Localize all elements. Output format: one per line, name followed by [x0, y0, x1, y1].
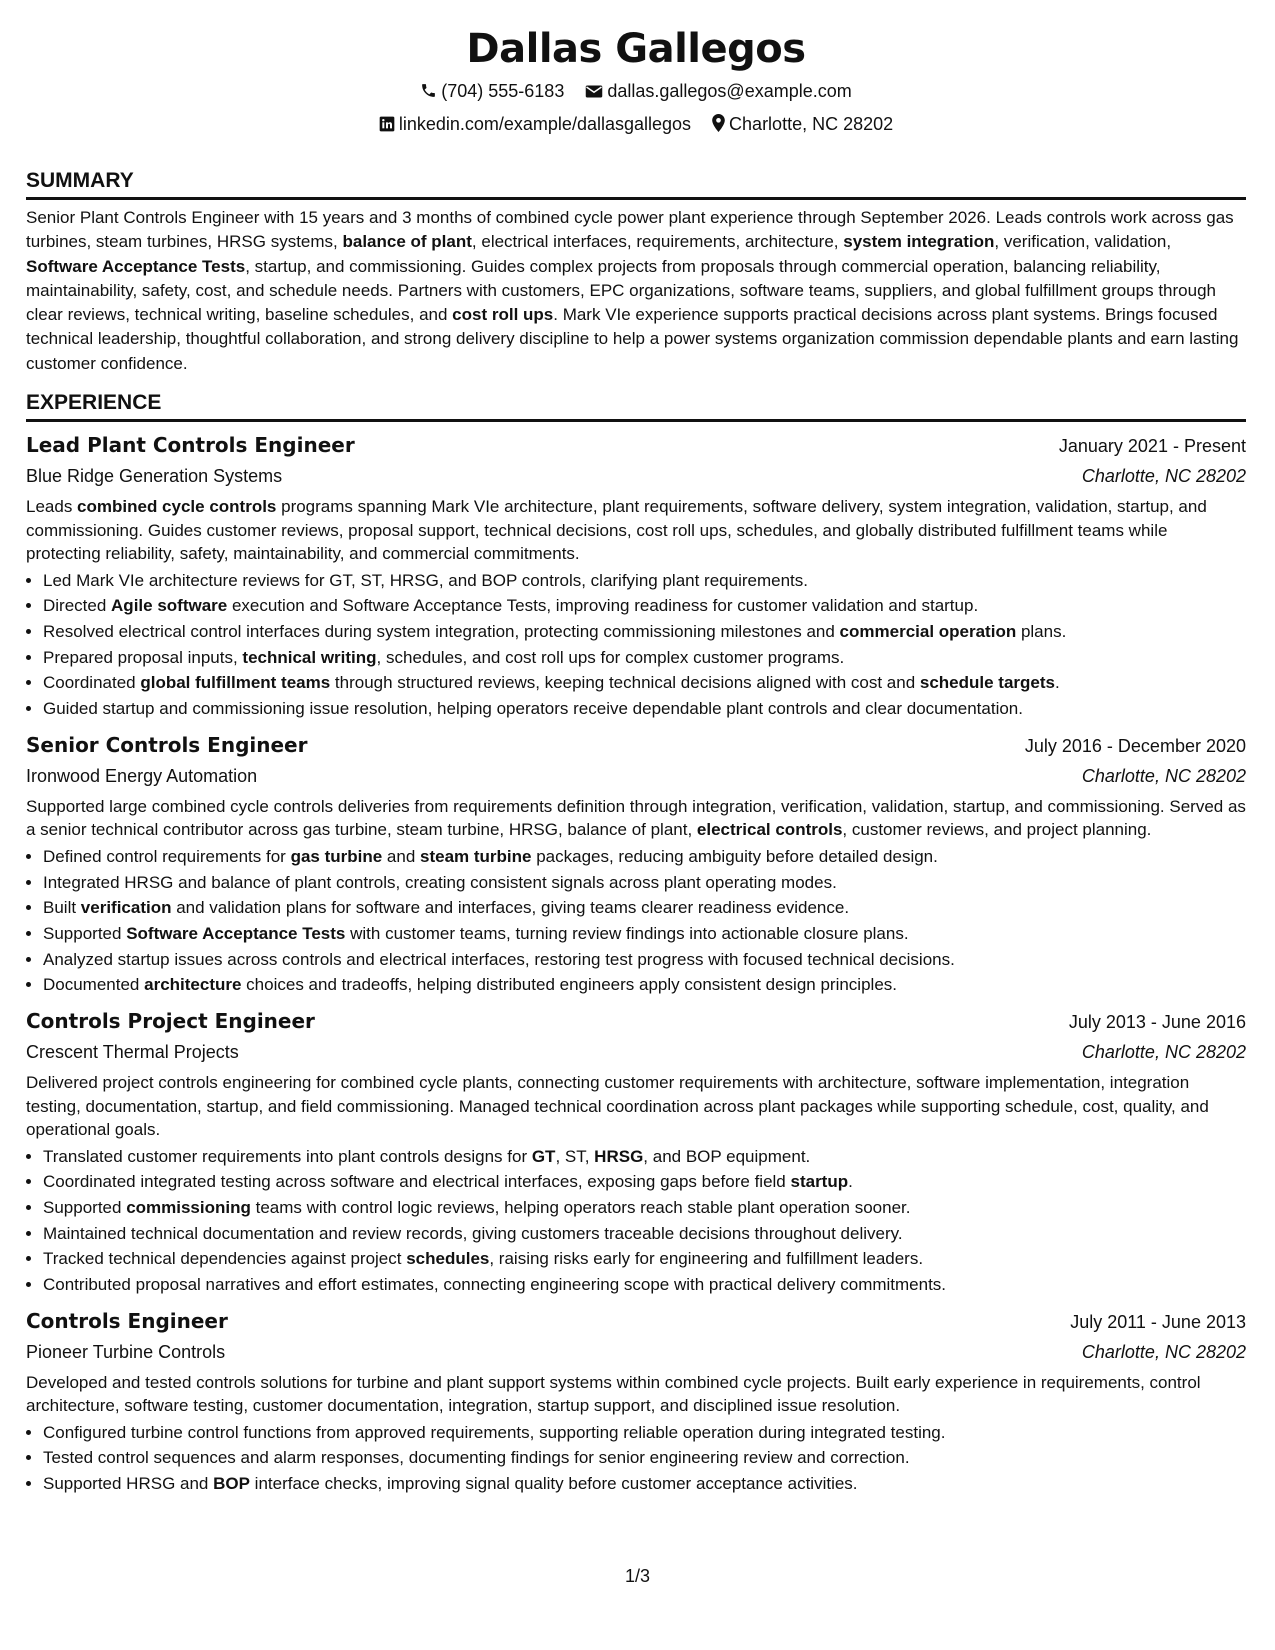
- phone-item: [420, 76, 564, 109]
- job-subheader: [26, 761, 1246, 791]
- summary-heading: SUMMARY: [26, 168, 1246, 200]
- bold-keyword: combined cycle controls: [77, 497, 277, 517]
- bold-keyword: technical writing: [242, 647, 377, 667]
- job-company: Crescent Thermal Projects: [26, 1042, 239, 1063]
- job-header: [26, 730, 1246, 761]
- job-company: Blue Ridge Generation Systems: [26, 466, 283, 487]
- job-bullet: • Analyzed startup issues across controls and electrical interfaces, restoring test progress with focused technical decisions.: [43, 947, 1246, 973]
- bold-keyword: gas turbine: [290, 846, 383, 866]
- location-pin-icon: [712, 111, 725, 142]
- job-summary: Leads combined cycle controls programs spanning Mark VIe architecture, plant requirements, software delivery, system integration, validation, startup, and commissioning. Guides customer reviews, proposal support, technical decisions, cost roll ups, schedules, and globally distributed fulfillment teams while protecting reliability, safety, maintainability, and commercial commitments.: [26, 497, 1207, 564]
- phone-text[interactable]: (704) 555-6183: [441, 81, 565, 101]
- summary-text: Senior Plant Controls Engineer with 15 years and 3 months of combined cycle power plant experience through September 2026. Leads controls work across gas turbines, steam turbines, HRSG systems, balance of plant, electrical interfaces, requirements, architecture, system integration, verification, validation, Software Acceptance Tests, startup, and commissioning. Guides complex projects from proposals through commercial operation, balancing reliability, maintainability, safety, cost, and schedule needs. Partners with customers, EPC organizations, software teams, suppliers, and global fulfillment groups through clear reviews, technical writing, baseline schedules, and cost roll ups. Mark VIe experience supports practical decisions across plant systems. Brings focused technical leadership, thoughtful collaboration, and strong delivery discipline to help a power systems organization commission dependable plants and earn lasting customer confidence.: [26, 208, 1239, 373]
- contact-line-2: [26, 109, 1246, 142]
- job-bullet: • Led Mark VIe architecture reviews for GT, ST, HRSG, and BOP controls, clarifying plant requirements.: [43, 568, 1246, 594]
- job-bullet: • Guided startup and commissioning issue resolution, helping operators receive dependable plant controls and clear documentation.: [43, 696, 1246, 722]
- job-location: Charlotte, NC 28202: [1081, 466, 1246, 487]
- bold-keyword: architecture: [144, 975, 242, 995]
- bold-keyword: Agile software: [111, 596, 228, 616]
- job-subheader: [26, 1337, 1246, 1367]
- bold-keyword: schedules: [406, 1249, 490, 1269]
- linkedin-item: [379, 109, 691, 142]
- bold-keyword: commissioning: [126, 1197, 251, 1217]
- job-bullet: • Integrated HRSG and balance of plant controls, creating consistent signals across plant operating modes.: [43, 870, 1246, 896]
- job-summary: Supported large combined cycle controls deliveries from requirements definition through integration, verification, validation, startup, and commissioning. Served as a senior technical contributor across gas turbine, steam turbine, HRSG, balance of plant, electrical controls, customer reviews, and project planning.: [26, 796, 1246, 840]
- contact-line-1: [26, 76, 1246, 109]
- job-location: Charlotte, NC 28202: [1081, 765, 1246, 786]
- bold-keyword: BOP: [213, 1474, 250, 1494]
- job-bullet: • Documented architecture choices and tradeoffs, helping distributed engineers apply consistent design principles.: [43, 972, 1246, 998]
- job-bullets: [26, 1420, 1246, 1497]
- job-company: Ironwood Energy Automation: [26, 765, 258, 786]
- phone-icon: [420, 78, 437, 109]
- experience-heading: EXPERIENCE: [26, 390, 1246, 422]
- job-subheader: [26, 1037, 1246, 1067]
- job-bullet: • Tracked technical dependencies against project schedules, raising risks early for engineering and fulfillment leaders.: [43, 1246, 1246, 1272]
- job-header: [26, 1306, 1246, 1337]
- email-text[interactable]: dallas.gallegos@example.com: [607, 81, 852, 101]
- email-icon: [585, 78, 603, 109]
- bold-keyword: GT: [531, 1146, 556, 1166]
- job-bullets: [26, 568, 1246, 722]
- job-bullet: • Coordinated integrated testing across software and electrical interfaces, exposing gaps before field startup.: [43, 1169, 1246, 1195]
- candidate-name: Dallas Gallegos: [466, 26, 806, 72]
- job-bullet: • Defined control requirements for gas turbine and steam turbine packages, reducing ambiguity before detailed design.: [43, 844, 1246, 870]
- resume-page: [26, 0, 1246, 1497]
- job-entry: [26, 1306, 1246, 1497]
- experience-section: [26, 390, 1246, 1497]
- job-company: Pioneer Turbine Controls: [26, 1341, 226, 1362]
- bold-keyword: startup: [790, 1172, 849, 1192]
- job-dates: July 2013 - June 2016: [1068, 1012, 1246, 1033]
- job-summary: Delivered project controls engineering for combined cycle plants, connecting customer requirements with architecture, software implementation, integration testing, documentation, startup, and field commissioning. Managed technical coordination across plant packages while supporting schedule, cost, quality, and operational goals.: [26, 1073, 1209, 1140]
- job-summary: Developed and tested controls solutions for turbine and plant support systems within combined cycle projects. Built early experience in requirements, control architecture, software testing, customer documentation, integration, startup support, and disciplined issue resolution.: [26, 1372, 1201, 1416]
- bold-keyword: balance of plant: [342, 232, 472, 252]
- job-title: Controls Engineer: [26, 1308, 228, 1333]
- job-bullet: • Supported Software Acceptance Tests with customer teams, turning review findings into actionable closure plans.: [43, 921, 1246, 947]
- job-entry: [26, 730, 1246, 998]
- job-dates: July 2011 - June 2013: [1070, 1311, 1246, 1332]
- bold-keyword: commercial operation: [839, 621, 1017, 641]
- bold-keyword: Software Acceptance Tests: [126, 923, 346, 943]
- bold-keyword: verification: [80, 898, 172, 918]
- bold-keyword: global fulfillment teams: [140, 673, 331, 693]
- page-number: 1/3: [624, 1566, 651, 1586]
- job-bullet: • Coordinated global fulfillment teams through structured reviews, keeping technical decisions aligned with cost and schedule targets.: [43, 670, 1246, 696]
- linkedin-text[interactable]: linkedin.com/example/dallasgallegos: [398, 114, 692, 134]
- job-bullet: • Prepared proposal inputs, technical writing, schedules, and cost roll ups for complex customer programs.: [43, 645, 1246, 671]
- job-title: Controls Project Engineer: [26, 1009, 315, 1034]
- job-bullet: • Resolved electrical control interfaces during system integration, protecting commissioning milestones and commercial operation plans.: [43, 619, 1246, 645]
- bold-keyword: steam turbine: [420, 846, 532, 866]
- job-bullets: [26, 844, 1246, 998]
- job-subheader: [26, 461, 1246, 491]
- job-location: Charlotte, NC 28202: [1081, 1042, 1246, 1063]
- location-text: Charlotte, NC 28202: [729, 114, 894, 134]
- linkedin-icon: [379, 111, 395, 142]
- job-bullet: • Tested control sequences and alarm responses, documenting findings for senior engineering review and correction.: [43, 1445, 1246, 1471]
- job-bullet: • Supported HRSG and BOP interface checks, improving signal quality before customer acceptance activities.: [43, 1471, 1246, 1497]
- bold-keyword: schedule targets: [919, 673, 1055, 693]
- job-bullet: • Built verification and validation plans for software and interfaces, giving teams clearer readiness evidence.: [43, 895, 1246, 921]
- job-bullet: • Supported commissioning teams with control logic reviews, helping operators reach stable plant operation sooner.: [43, 1195, 1246, 1221]
- bold-keyword: cost roll ups: [452, 305, 554, 325]
- location-item: [712, 109, 893, 142]
- bold-keyword: electrical controls: [696, 820, 843, 840]
- summary-section: [26, 168, 1246, 376]
- job-bullet: • Translated customer requirements into plant controls designs for GT, ST, HRSG, and BOP equipment.: [43, 1144, 1246, 1170]
- job-location: Charlotte, NC 28202: [1081, 1341, 1246, 1362]
- bold-keyword: Software Acceptance Tests: [26, 256, 246, 276]
- job-entry: [26, 1006, 1246, 1298]
- job-dates: January 2021 - Present: [1058, 436, 1246, 457]
- job-entry: [26, 430, 1246, 722]
- job-bullet: • Configured turbine control functions from approved requirements, supporting reliable operation during integrated testing.: [43, 1420, 1246, 1446]
- bold-keyword: HRSG: [594, 1146, 644, 1166]
- email-item: [585, 76, 851, 109]
- job-dates: July 2016 - December 2020: [1024, 735, 1246, 756]
- job-title: Lead Plant Controls Engineer: [26, 433, 355, 458]
- job-bullet: • Contributed proposal narratives and effort estimates, connecting engineering scope with practical delivery commitments.: [43, 1272, 1246, 1298]
- bold-keyword: system integration: [843, 232, 995, 252]
- job-bullets: [26, 1144, 1246, 1298]
- experience-list: [26, 430, 1246, 1497]
- job-bullet: • Maintained technical documentation and review records, giving customers traceable decisions throughout delivery.: [43, 1221, 1246, 1247]
- job-header: [26, 430, 1246, 461]
- job-header: [26, 1006, 1246, 1037]
- job-bullet: • Directed Agile software execution and Software Acceptance Tests, improving readiness for customer validation and startup.: [43, 593, 1246, 619]
- job-title: Senior Controls Engineer: [26, 732, 308, 757]
